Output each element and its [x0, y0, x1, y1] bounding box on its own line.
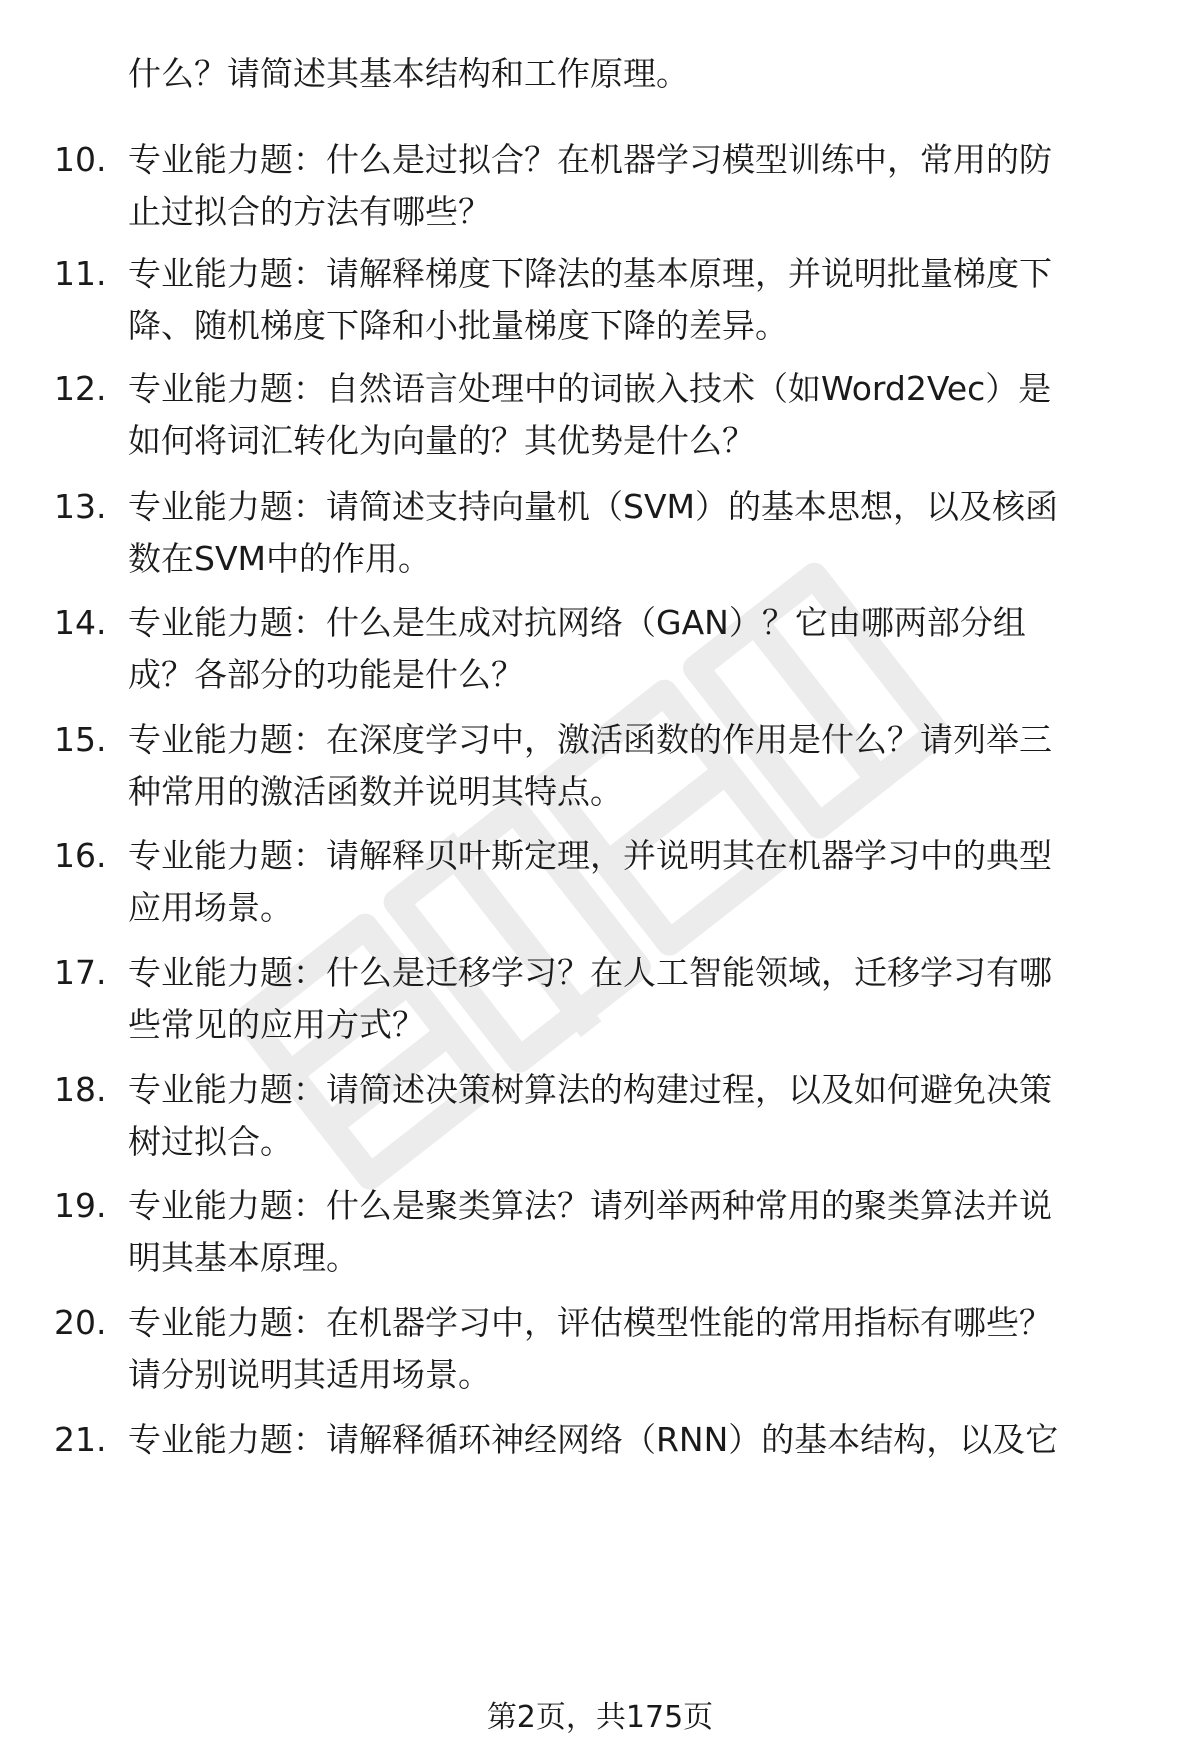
item-number: 10. [54, 140, 107, 179]
item-text-line: 专业能力题：什么是迁移学习？在人工智能领域，迁移学习有哪 [128, 953, 1052, 992]
continuation-line: 什么？请简述其基本结构和工作原理。 [128, 54, 689, 93]
item-text-line: 专业能力题：什么是生成对抗网络（GAN）？它由哪两部分组 [128, 603, 1026, 642]
item-text-line: 树过拟合。 [128, 1122, 293, 1161]
item-text-line: 专业能力题：请解释贝叶斯定理，并说明其在机器学习中的典型 [128, 836, 1052, 875]
item-text-line: 止过拟合的方法有哪些？ [128, 192, 491, 231]
item-text-line: 成？各部分的功能是什么？ [128, 655, 524, 694]
item-text-line: 专业能力题：什么是过拟合？在机器学习模型训练中，常用的防 [128, 140, 1052, 179]
item-text-line: 专业能力题：请解释循环神经网络（RNN）的基本结构，以及它 [128, 1420, 1059, 1459]
item-text-line: 请分别说明其适用场景。 [128, 1355, 491, 1394]
item-number: 16. [54, 836, 107, 875]
item-number: 13. [54, 487, 107, 526]
item-text-line: 专业能力题：在机器学习中，评估模型性能的常用指标有哪些？ [128, 1303, 1052, 1342]
item-text-line: 数在SVM中的作用。 [128, 539, 431, 578]
item-text-line: 种常用的激活函数并说明其特点。 [128, 772, 623, 811]
item-text-line: 专业能力题：请简述支持向量机（SVM）的基本思想，以及核函 [128, 487, 1058, 526]
item-number: 18. [54, 1070, 107, 1109]
item-number: 19. [54, 1186, 107, 1225]
item-text-line: 如何将词汇转化为向量的？其优势是什么？ [128, 421, 755, 460]
item-number: 11. [54, 254, 107, 293]
item-number: 12. [54, 369, 107, 408]
item-number: 15. [54, 720, 107, 759]
item-text-line: 专业能力题：请简述决策树算法的构建过程，以及如何避免决策 [128, 1070, 1052, 1109]
item-number: 20. [54, 1303, 107, 1342]
item-text-line: 专业能力题：在深度学习中，激活函数的作用是什么？请列举三 [128, 720, 1052, 759]
item-text-line: 专业能力题：请解释梯度下降法的基本原理，并说明批量梯度下 [128, 254, 1052, 293]
item-number: 17. [54, 953, 107, 992]
item-text-line: 专业能力题：什么是聚类算法？请列举两种常用的聚类算法并说 [128, 1186, 1052, 1225]
page-footer: 第2页，共175页 [486, 1700, 714, 1735]
item-text-line: 专业能力题：自然语言处理中的词嵌入技术（如Word2Vec）是 [128, 369, 1052, 408]
item-number: 14. [54, 603, 107, 642]
item-text-line: 降、随机梯度下降和小批量梯度下降的差异。 [128, 306, 788, 345]
item-text-line: 明其基本原理。 [128, 1238, 359, 1277]
item-text-line: 些常见的应用方式？ [128, 1005, 425, 1044]
item-number: 21. [54, 1420, 107, 1459]
item-text-line: 应用场景。 [128, 888, 293, 927]
